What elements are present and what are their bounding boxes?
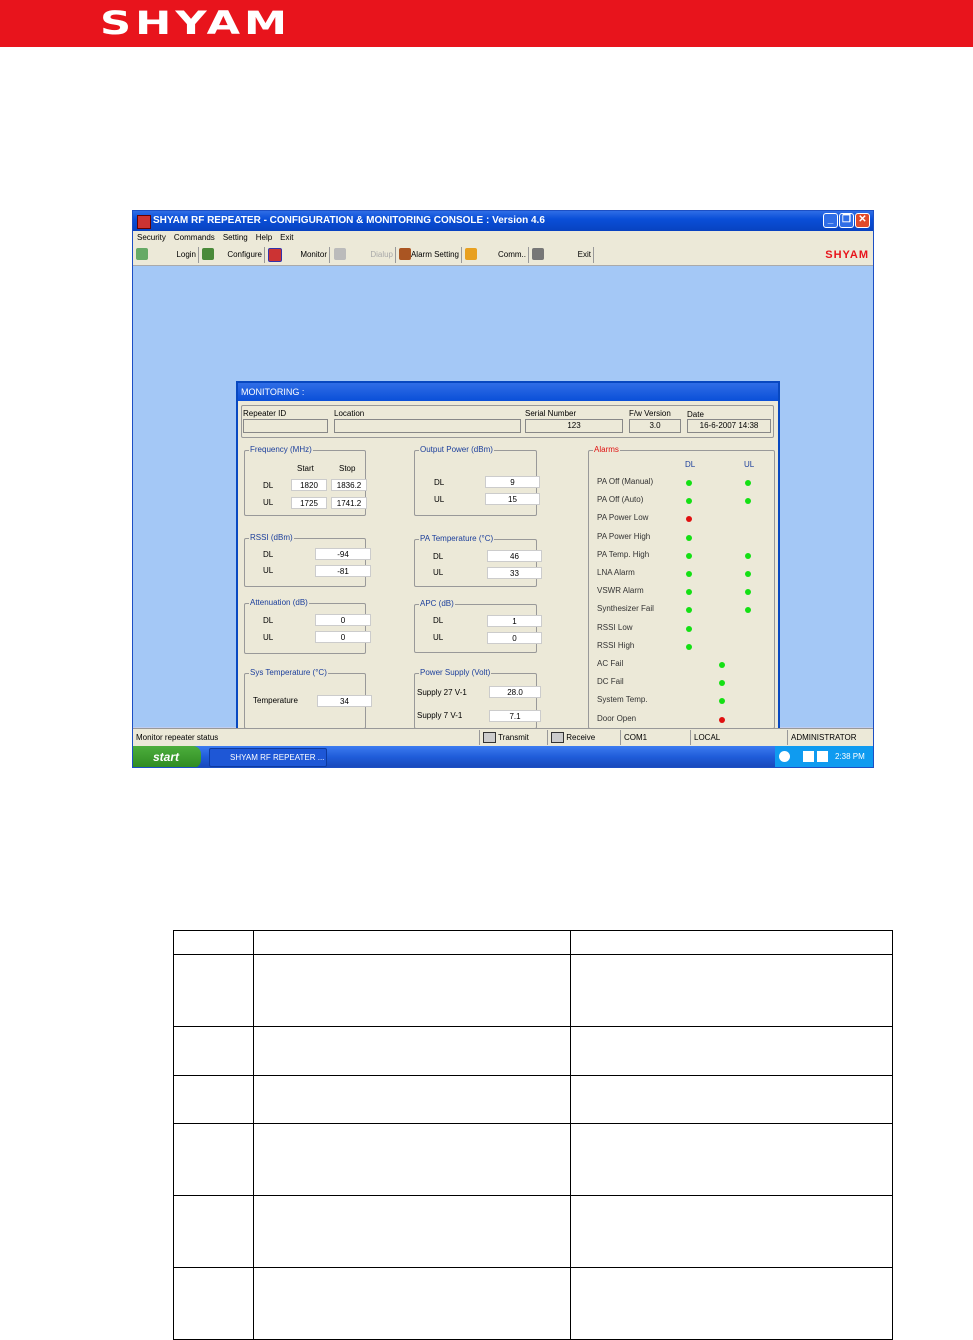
tray-play-icon[interactable] bbox=[803, 751, 814, 762]
menu-bar bbox=[133, 231, 873, 245]
supply-27v-label: Supply 27 V-1 bbox=[417, 688, 467, 697]
apc-group bbox=[414, 599, 537, 653]
table-row bbox=[174, 1268, 893, 1340]
app-window bbox=[132, 210, 874, 768]
supply-27v-value[interactable]: 28.0 bbox=[489, 686, 541, 698]
table-cell bbox=[174, 955, 254, 1027]
supply-7v-label: Supply 7 V-1 bbox=[417, 711, 463, 720]
alarm-ul-indicator bbox=[745, 607, 751, 613]
window-titlebar[interactable] bbox=[133, 211, 873, 231]
alarm-label: LNA Alarm bbox=[597, 568, 635, 577]
output-power-ul[interactable]: 15 bbox=[485, 493, 540, 505]
table-cell bbox=[254, 1268, 571, 1340]
receive-icon bbox=[551, 732, 564, 743]
transmit-label: Transmit bbox=[498, 733, 529, 742]
alarm-label: System Temp. bbox=[597, 695, 648, 705]
alarm-label: VSWR Alarm bbox=[597, 586, 644, 596]
alarm-common-indicator bbox=[719, 680, 725, 686]
table-cell bbox=[174, 1268, 254, 1340]
comm-button[interactable]: Comm.. bbox=[478, 247, 529, 263]
pa-temp-ul[interactable]: 33 bbox=[487, 567, 542, 579]
table-cell bbox=[571, 1268, 893, 1340]
alarm-label: AC Fail bbox=[597, 659, 624, 668]
table-row bbox=[174, 955, 893, 1027]
alarm-label: PA Off (Auto) bbox=[597, 495, 644, 505]
output-power-title: Output Power (dBm) bbox=[420, 445, 493, 454]
tray-monitor-icon[interactable] bbox=[817, 751, 828, 762]
pa-temperature-group bbox=[414, 534, 537, 587]
alarm-ul-indicator bbox=[745, 571, 751, 577]
taskbar bbox=[133, 746, 873, 768]
dialog-title[interactable]: MONITORING : bbox=[238, 383, 778, 401]
table-cell bbox=[571, 1027, 893, 1076]
alarm-dl-indicator bbox=[686, 498, 692, 504]
menu-setting[interactable]: Setting bbox=[222, 233, 248, 242]
power-supply-title: Power Supply (Volt) bbox=[420, 668, 491, 677]
sys-temperature-title: Sys Temperature (°C) bbox=[250, 668, 327, 677]
table-cell bbox=[571, 1076, 893, 1124]
pa-temperature-title: PA Temperature (°C) bbox=[420, 534, 494, 543]
sys-temperature-group bbox=[244, 668, 366, 729]
table-cell bbox=[254, 1027, 571, 1076]
alarm-dl-indicator bbox=[686, 480, 692, 486]
output-power-ul-label: UL bbox=[434, 495, 445, 504]
sys-temperature-value[interactable]: 34 bbox=[317, 695, 372, 707]
monitor-button[interactable]: Monitor bbox=[281, 247, 330, 263]
alarm-label: RSSI Low bbox=[597, 622, 633, 632]
clock: 2:38 PM bbox=[835, 752, 865, 761]
rssi-group bbox=[244, 533, 366, 587]
attenuation-title: Attenuation (dB) bbox=[250, 598, 308, 607]
configure-button[interactable]: Configure bbox=[215, 247, 265, 263]
alarm-label: PA Off (Manual) bbox=[597, 477, 654, 486]
alarm-common-indicator bbox=[719, 698, 725, 704]
status-port: COM1 bbox=[620, 730, 690, 745]
pa-temp-dl-label: DL bbox=[433, 552, 444, 561]
location-field[interactable] bbox=[334, 419, 521, 433]
alarm-ul-indicator bbox=[745, 553, 751, 559]
exit-button[interactable]: Exit bbox=[545, 247, 594, 263]
sys-temperature-label: Temperature bbox=[253, 696, 298, 705]
output-power-dl-label: DL bbox=[434, 478, 445, 487]
table-cell bbox=[254, 955, 571, 1027]
alarm-ul-indicator bbox=[745, 480, 751, 486]
blank-table bbox=[173, 930, 893, 1340]
status-user: ADMINISTRATOR bbox=[787, 730, 873, 745]
table-cell bbox=[254, 1076, 571, 1124]
table-cell bbox=[174, 931, 254, 955]
serial-number-field[interactable]: 123 bbox=[525, 419, 623, 433]
alarms-dl-header: DL bbox=[685, 460, 696, 469]
attenuation-group bbox=[244, 598, 366, 654]
taskbar-item[interactable]: SHYAM RF REPEATER ... bbox=[209, 748, 327, 767]
table-cell bbox=[254, 1196, 571, 1268]
frequency-ul-stop[interactable]: 1741.2 bbox=[331, 497, 367, 509]
alarm-label: PA Temp. High bbox=[597, 549, 650, 559]
alarm-label: PA Power Low bbox=[597, 513, 649, 523]
table-cell bbox=[174, 1027, 254, 1076]
apc-dl-label: DL bbox=[433, 616, 444, 625]
output-power-dl[interactable]: 9 bbox=[485, 476, 540, 488]
monitoring-dialog bbox=[236, 381, 780, 740]
rssi-dl-label: DL bbox=[263, 550, 274, 559]
frequency-dl-stop[interactable]: 1836.2 bbox=[331, 479, 367, 491]
table-cell bbox=[254, 931, 571, 955]
maximize-button[interactable]: ❐ bbox=[839, 213, 854, 228]
alarm-dl-indicator bbox=[686, 607, 692, 613]
frequency-ul-label: UL bbox=[263, 498, 274, 507]
table-cell bbox=[174, 1076, 254, 1124]
frequency-ul-start[interactable]: 1725 bbox=[291, 497, 327, 509]
rssi-title: RSSI (dBm) bbox=[250, 533, 293, 542]
system-tray bbox=[775, 746, 873, 768]
apc-dl[interactable]: 1 bbox=[487, 615, 542, 627]
attenuation-dl-label: DL bbox=[263, 616, 274, 625]
dialup-icon bbox=[334, 248, 346, 260]
alarm-label: Door Open bbox=[597, 713, 637, 723]
date-label: Date bbox=[687, 410, 704, 419]
table-cell bbox=[571, 1124, 893, 1196]
client-area bbox=[133, 266, 873, 727]
alarm-dl-indicator bbox=[686, 571, 692, 577]
repeater-id-field[interactable] bbox=[243, 419, 328, 433]
table-cell bbox=[254, 1124, 571, 1196]
rssi-ul-label: UL bbox=[263, 566, 274, 575]
rssi-dl[interactable]: -94 bbox=[315, 548, 371, 560]
table-cell bbox=[571, 955, 893, 1027]
alarm-dl-indicator bbox=[686, 553, 692, 559]
status-mode: LOCAL bbox=[690, 730, 786, 745]
minimize-button[interactable]: _ bbox=[823, 213, 838, 228]
alarm-dl-indicator bbox=[686, 589, 692, 595]
fw-version-label: F/w Version bbox=[629, 409, 671, 418]
alarm-label: Synthesizer Fail bbox=[597, 604, 654, 614]
power-supply-group bbox=[414, 668, 537, 729]
menu-help[interactable]: Help bbox=[255, 233, 273, 242]
repeater-id-label: Repeater ID bbox=[243, 409, 287, 418]
apc-title: APC (dB) bbox=[420, 599, 454, 608]
table-cell bbox=[174, 1196, 254, 1268]
apc-ul-label: UL bbox=[433, 633, 444, 642]
location-label: Location bbox=[334, 409, 365, 418]
attenuation-ul-label: UL bbox=[263, 633, 274, 642]
output-power-group bbox=[414, 445, 537, 516]
supply-7v-value[interactable]: 7.1 bbox=[489, 710, 541, 722]
table-cell bbox=[174, 1124, 254, 1196]
table-row bbox=[174, 1076, 893, 1124]
alarm-label: RSSI High bbox=[597, 640, 635, 650]
alarms-group bbox=[588, 445, 775, 729]
table-cell bbox=[571, 931, 893, 955]
attenuation-dl[interactable]: 0 bbox=[315, 614, 371, 626]
alarms-title: Alarms bbox=[594, 445, 619, 454]
date-field[interactable]: 16-6-2007 14:38 bbox=[687, 419, 771, 433]
table-cell bbox=[571, 1196, 893, 1268]
configure-icon bbox=[202, 248, 214, 260]
apc-ul[interactable]: 0 bbox=[487, 632, 542, 644]
alarm-dl-indicator bbox=[686, 535, 692, 541]
table-row bbox=[174, 1196, 893, 1268]
rssi-ul[interactable]: -81 bbox=[315, 565, 371, 577]
table-row bbox=[174, 1124, 893, 1196]
receive-indicator bbox=[547, 730, 619, 745]
frequency-title: Frequency (MHz) bbox=[250, 445, 312, 454]
alarm-dl-indicator bbox=[686, 516, 692, 522]
frequency-dl-start[interactable]: 1820 bbox=[291, 479, 327, 491]
menu-security[interactable]: Security bbox=[137, 233, 166, 242]
monitor-icon bbox=[268, 248, 282, 262]
alarm-common-indicator bbox=[719, 717, 725, 723]
attenuation-ul[interactable]: 0 bbox=[315, 631, 371, 643]
tray-arrow-icon[interactable] bbox=[779, 751, 790, 762]
exit-icon bbox=[532, 248, 544, 260]
start-button[interactable]: start bbox=[133, 746, 201, 768]
alarm-common-indicator bbox=[719, 662, 725, 668]
alarm-label: DC Fail bbox=[597, 677, 624, 687]
login-button[interactable]: Login bbox=[149, 247, 199, 263]
status-message: Monitor repeater status bbox=[136, 733, 219, 742]
alarm-dl-indicator bbox=[686, 644, 692, 650]
menu-exit[interactable]: Exit bbox=[280, 233, 294, 242]
transmit-icon bbox=[483, 732, 496, 743]
frequency-dl-label: DL bbox=[263, 481, 274, 490]
pa-temp-ul-label: UL bbox=[433, 568, 444, 577]
alarm-setting-button[interactable]: Alarm Setting bbox=[399, 247, 462, 263]
alarm-ul-indicator bbox=[745, 589, 751, 595]
alarm-dl-indicator bbox=[686, 626, 692, 632]
toolbar bbox=[133, 245, 873, 266]
close-button[interactable]: ✕ bbox=[855, 213, 870, 228]
shyam-logo: SHYAM bbox=[100, 4, 292, 42]
table-row bbox=[174, 1027, 893, 1076]
window-title: SHYAM RF REPEATER - CONFIGURATION & MONITORING CONSOLE : Version 4.6 bbox=[153, 215, 545, 226]
transmit-indicator bbox=[479, 730, 547, 745]
alarm-label: PA Power High bbox=[597, 531, 651, 541]
app-icon bbox=[137, 215, 151, 229]
frequency-stop-label: Stop bbox=[339, 464, 356, 473]
serial-number-label: Serial Number bbox=[525, 409, 577, 418]
status-bar bbox=[133, 728, 873, 746]
alarms-ul-header: UL bbox=[744, 460, 755, 469]
menu-commands[interactable]: Commands bbox=[173, 233, 215, 242]
receive-label: Receive bbox=[566, 733, 596, 742]
dialup-button[interactable]: Dialup bbox=[347, 247, 396, 263]
login-icon bbox=[136, 248, 148, 260]
toolbar-brand: SHYAM bbox=[825, 249, 869, 261]
fw-version-field[interactable]: 3.0 bbox=[629, 419, 681, 433]
table-row bbox=[174, 931, 893, 955]
comm-icon bbox=[465, 248, 477, 260]
pa-temp-dl[interactable]: 46 bbox=[487, 550, 542, 562]
frequency-start-label: Start bbox=[297, 464, 314, 473]
frequency-group bbox=[244, 445, 366, 516]
alarm-ul-indicator bbox=[745, 498, 751, 504]
